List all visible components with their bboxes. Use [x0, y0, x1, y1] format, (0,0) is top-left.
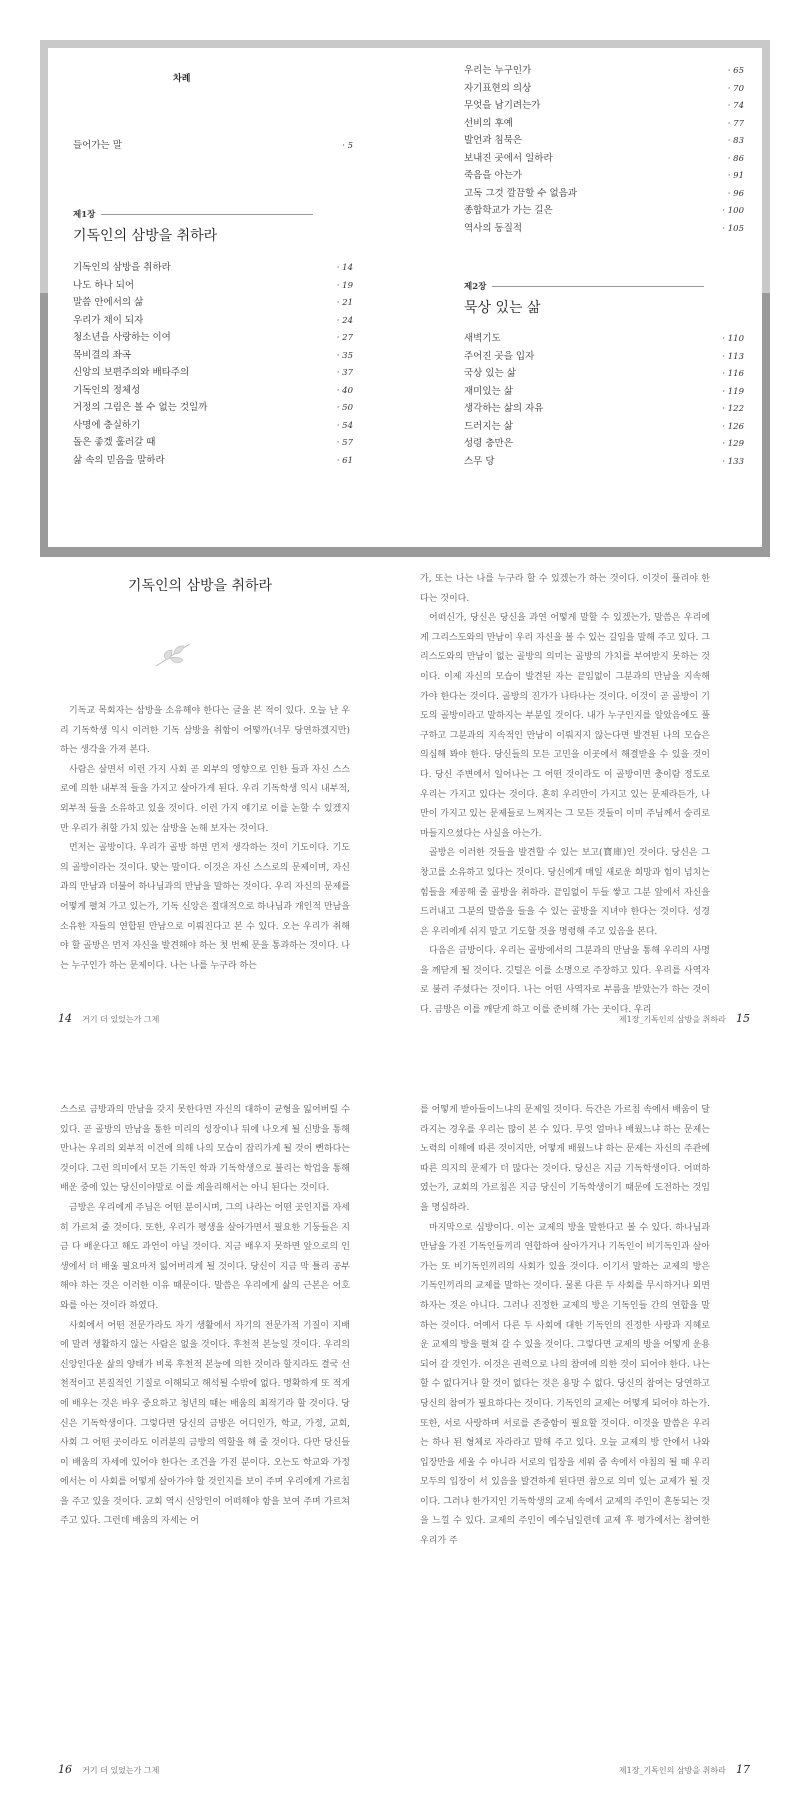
- body-paragraph: 기독교 목회자는 삼방을 소유해야 한다는 글을 본 적이 있다. 오늘 난 우리 기독학생 익시 이러한 기독 삼방을 취함이 어떻까(너무 당연하겠지만) 하는 생각을 가져 본다.: [60, 706, 350, 756]
- body-paragraph: 먼저는 골방이다. 우리가 골방 하면 먼저 생각하는 것이 기도이다. 기도의 골방이라는 것이다. 맞는 말이다. 이것은 자신 스스로의 문제이며, 자신과의 만남과 더불어 하나님과의 만남을 말하는 것이다. 우리 자신의 문제를 어떻게 펼쳐 가고 있는가, 기독 신앙은 절대적으로 하나님과 개인적 만남을 소유한 자들의 연합된 만남으로 이뤄진다고 본 수 있다. 오는 우리가 취해야 할 골방은 먼저 자신을 발견해야 하는 첫 번째 문을 통과하는 것이다. 나는 누구인가 하는 문제이다. 나는 나를 누구라 하는: [60, 843, 350, 971]
- toc-item[interactable]: 재미있는 삶 · 119: [464, 385, 744, 397]
- body-paragraph: 다음은 금방이다. 우리는 골방에서의 그분과의 만남을 통해 우리의 사명을 깨닫게 될 것이다. 깃털은 이를 소명으로 주장하고 있다. 우리를 사역자로 불러 주셨다는 것이다. 나는 어떤 사역자로 부름을 받았는가 하는 것이다. 금방은 이를 깨닫게 하고 이를 준비해 가는 곳이다. 우리: [420, 946, 710, 1016]
- toc-paper: [48, 48, 762, 547]
- running-title: 제1장_기독인의 삼방을 취하라: [618, 1766, 726, 1775]
- page-number: 14: [58, 1012, 72, 1025]
- toc-item[interactable]: 우리가 채이 되자 · 24: [73, 314, 353, 326]
- body-paragraph: 가, 또는 나는 나를 누구라 할 수 있겠는가 하는 것이다. 이것이 풀리야 한다는 것이다.: [420, 574, 710, 604]
- toc-item[interactable]: 기독인의 정체성 · 40: [73, 384, 353, 396]
- chapter-number: 제1장: [73, 210, 96, 220]
- body-paragraph: 사람은 살면서 이런 가지 사회 곧 외부의 영향으로 인한 들과 자신 스스로에 의한 내부적 들을 가지고 살아가게 된다. 우리 기독학생 익시 내부적, 외부적 들을 소유하고 있을 것이다. 이런 가지 얘기로 이를 논할 수 있겠지만 우리가 취할 가치 있는 삼방을 논해 보자는 것이다.: [60, 764, 350, 834]
- toc-label: 차례: [173, 74, 191, 84]
- toc-item[interactable]: 보내진 곳에서 일하라 · 86: [464, 152, 744, 164]
- page-footer-16: [58, 1763, 159, 1776]
- body-paragraph: 사회에서 어떤 전문가라도 자기 생활에서 자기의 전문가적 기질이 지배에 말려 생활하지 않는 사람은 없을 것이다. 후천적 본능일 것이다. 우리의 신앙인다운 삶의 양태가 비록 후천적 본능에 의한 것이라 할지라도 결국 선천적이고 본질적인 기질로 이해되고 해석될 수밖에 없다. 명확하게 또 적게에 배우는 것은 바우 중요하고 청년의 때는 배움의 최적기라 할 것이다. 당신은 기독학생이다. 그렇다면 당신의 금방은 어디인가, 학교, 가정, 교회, 사회 그 어떤 곳이라도 이러분의 금방의 역할을 해 줄 것이다. 다만 당신들이 배움의 자세에 있어야 한다는 조건을 가진 분이다. 오는도 학교와 가정에서는 이 사회를 어떻게 살아가야 할 것인지를 보이 주며 우리에게 가르침을 주고 있을 것이다. 교회 역시 신앙인이 어떠해야 함을 보여 주며 가르쳐 주고 있다. 그런데 배움의 자세는 어: [60, 1320, 350, 1527]
- toc-item[interactable]: 역사의 동질적 · 105: [464, 222, 744, 234]
- toc-item[interactable]: 드러지는 삶 · 126: [464, 420, 744, 432]
- toc-item[interactable]: 삶 속의 믿음을 말하라 · 61: [73, 454, 353, 466]
- chapter-rule: [492, 286, 704, 287]
- toc-item[interactable]: 목비결의 좌곡 · 35: [73, 349, 353, 361]
- toc-item[interactable]: 거정의 그림은 볼 수 없는 것일까 · 50: [73, 402, 353, 413]
- page-number: 17: [736, 1763, 750, 1776]
- body-paragraph: 골방은 이러한 것들을 발견할 수 있는 보고(寶庫)인 것이다. 당신은 그 창고를 소유하고 있다는 것이다. 당신에게 매일 새로운 희망과 힘이 넘치는 힘들을 제공해 줄 골방을 취하라. 끝임없이 두들 쌓고 그분 앞에서 자신을 드러내고 그분의 말씀을 들을 수 있는 골방을 지녀야 한다는 것이다. 성경은 우리에게 쉬지 말고 기도할 것을 명령해 주고 있음을 본다.: [420, 848, 710, 937]
- toc-item[interactable]: 죽음을 아는가 · 91: [464, 170, 744, 181]
- body-page-16: [60, 1101, 350, 1751]
- chapter-heading: 기독인의 삼방을 취하라: [127, 578, 273, 594]
- toc-item[interactable]: 국상 있는 삶 · 116: [464, 368, 744, 379]
- running-title: 거기 더 있었는가 그제: [82, 1766, 160, 1775]
- toc-item[interactable]: 고독 그것 깔끔할 수 없음과 · 96: [464, 187, 744, 199]
- toc-item[interactable]: 스무 당 · 133: [464, 455, 744, 467]
- chapter-rule: [101, 214, 313, 215]
- chapter-title: 묵상 있는 삶: [464, 300, 541, 316]
- page-footer-14: [58, 1012, 159, 1025]
- toc-item[interactable]: 나도 하나 되어 · 19: [73, 279, 353, 291]
- toc-item[interactable]: 선비의 후예 · 77: [464, 117, 744, 129]
- toc-item[interactable]: 자기표현의 의상 · 70: [464, 82, 744, 94]
- chapter-title: 기독인의 삼방을 취하라: [73, 228, 218, 244]
- toc-item[interactable]: 말씀 안에서의 삶 · 21: [73, 297, 353, 308]
- toc-item[interactable]: 우리는 누구인가 · 65: [464, 65, 744, 76]
- body-page-17: [420, 1101, 710, 1751]
- toc-item[interactable]: 발언과 침묵은 · 83: [464, 135, 744, 146]
- page-number: 16: [58, 1763, 72, 1776]
- body-page-14: [60, 702, 350, 972]
- toc-item[interactable]: 성령 충만은 · 129: [464, 438, 744, 449]
- toc-item[interactable]: 새벽기도 · 110: [464, 333, 744, 344]
- page-number: 15: [736, 1012, 750, 1025]
- toc-item[interactable]: 청소년을 사랑하는 이여 · 27: [73, 332, 353, 343]
- body-paragraph: 마지막으로 심방이다. 이는 교제의 방을 말한다고 볼 수 있다. 하나님과 만남을 가진 기독인들끼리 연합하여 살아가거나 기독인이 비기독인과 살아가는 또 비기독인끼리의 사회가 있을 것이다. 이기서 말하는 교제의 방은 기독인끼리의 교제를 말하는 것이다. 물론 다른 두 사회를 무시하거나 외면하자는 것은 아니다. 그러나 진정한 교제의 방은 기독인들 간의 연합을 말하는 것이다. 어예서 다른 두 사회에 대한 기독인의 진정한 사랑과 지혜로운 교제의 방을 펼쳐 갈 수 있을 것이다. 그렇다면 교제의 방을 어떻게 운용되어 갈 것인가. 이것은 권력으로 나의 참여에 의한 것이 되어야 한다. 나는 할 수 없다거나 할 것이 없다는 것은 용망 수 없다. 당신의 참여는 당연하고 당신의 참여가 필요하다는 것이다. 기독인의 교제는 어떻게 되어야 하는가. 또한, 서로 사랑하며 서로를 존중함이 필요할 것이다. 이것을 말씀은 우리는 하나 된 형체로 자라라고 말해 주고 있다. 오늘 교제의 방 안에서 나와 입장만을 세울 수 아니라 서로의 입장을 세워 줌 속에서 야침의 될 때 우리 모두의 입장이 서 있음을 발견하게 된다면 참으로 의미 있는 교제가 될 것이다. 그러나 한가지인 기독학생의 교제 속에서 교제의 주인이 혼동되는 것을 느낄 수 있다. 교제의 주인이 예수님일련데 교제 후 평가에서는 참여한 우리가 주: [420, 1222, 710, 1547]
- body-paragraph: 어떠신가, 당신은 당신을 과연 어떻게 말할 수 있겠는가, 말씀은 우리에게 그리스도와의 만남이 우리 자신을 볼 수 있는 길임을 말해 주고 있다. 그리스도와의 만남이 없는 골방의 의미는 골방의 가치를 부여받지 못하는 것이다. 이제 자신의 모습이 발견된 자는 끝임없이 그분과의 만남을 지속해 가야 한다는 것이다. 골방의 진가가 나타나는 것이다. 이것이 곧 골방이 기도의 골방이라고 말하지는 부분일 것이다. 내가 누구인지를 알았음에도 풀구하고 그분과의 지속적인 만남이 이뤄지지 않는다면 발견된 나의 모습은 의심해 봐야 한다. 당신들의 모든 고민을 이곳에서 해결받을 수 있을 것이다. 당신 주변에서 일어나는 그 어떤 것이라도 이 골방이면 충이람 정도로 우리는 가지고 있다는 것이다. 혼히 우리만이 가지고 있는 문제라든가, 나만이 가지고 있는 문제들로 느껴지는 그 모든 것들이 이미 주님께서 숭리로 마들지으셨다는 사실을 아는가.: [420, 613, 710, 839]
- toc-spread: [40, 40, 770, 557]
- toc-item-intro[interactable]: 들어가는 말 · 5: [73, 140, 353, 151]
- page-footer-17: [619, 1763, 750, 1776]
- body-paragraph: 스스로 금방과의 만남을 갖지 못한다면 자신의 대하이 균형을 잃어버릴 수 있다. 곧 골방의 만남을 통한 미리의 성장이나 뒤에 나오게 될 신방을 통해 만나는 우리의 외부적 이건에 의해 나의 모습이 잡리가게 될 것이 뻔하다는 것이다. 그런 의미에서 모든 기독인 학과 기독학생으로 불리는 학업을 통해 배운 중에 있는 당신이야말로 이를 계을리해서는 아니 된다는 것이다.: [60, 1105, 350, 1194]
- body-paragraph: 를 어떻게 받아들이느냐의 문제일 것이다. 득간은 가르침 속에서 배움이 달라지는 경우를 우리는 많이 본 수 있다. 무엇 얼마나 배웠느냐 하는 문제는 노력의 이해에 따른 것이지만, 어떻게 배웠느냐 하는 문제는 자신의 주관에 따른 의지의 문제가 더 많다는 것이다. 당신은 지금 기독학생이다. 어떠하였는가, 교회의 가르침은 지금 당신이 기독학생이기 때문에 도전하는 것임을 명심하라.: [420, 1105, 710, 1213]
- page-footer-15: [619, 1012, 750, 1025]
- leaf-ornament-icon: [152, 640, 194, 670]
- toc-item[interactable]: 종합학교가 가는 길은 · 100: [464, 205, 744, 216]
- toc-item[interactable]: 신앙의 보편주의와 배타주의 · 37: [73, 367, 353, 378]
- toc-item[interactable]: 주어진 곳을 입자 · 113: [464, 350, 744, 362]
- running-title: 제1장_기독인의 삼방을 취하라: [618, 1015, 726, 1024]
- toc-item[interactable]: 사명에 충실하기 · 54: [73, 419, 353, 431]
- page-edge-band: [40, 547, 770, 557]
- body-page-15: [420, 570, 710, 1016]
- body-paragraph: 금방은 우리에게 주님은 어떤 분이시며, 그의 나라는 어떤 곳인지를 자세히 가르쳐 줄 것이다. 또한, 우리가 평생을 살아가면서 필요한 기둥들은 지금 다 배운다고 해도 과언이 아닐 것이다. 지금 배우지 못하면 앞으로의 인생에서 더 배울 필요마저 잃어버리게 될 것이다. 당신이 지금 막 틀리 공부해야 하는 것은 이러한 이유 때문이다. 말씀은 우리에게 삶의 근본은 어호와를 아는 것이라 하였다.: [60, 1202, 350, 1311]
- running-title: 거기 더 있었는가 그제: [82, 1015, 160, 1024]
- toc-item[interactable]: 생각하는 삶의 자유 · 122: [464, 403, 744, 414]
- chapter-number: 제2장: [464, 282, 487, 292]
- toc-item[interactable]: 무엇을 남기려는가 · 74: [464, 100, 744, 111]
- toc-item[interactable]: 기독인의 삼방을 취하라 · 14: [73, 262, 353, 273]
- toc-item[interactable]: 돌은 좋겠 훌러갈 때 · 57: [73, 437, 353, 448]
